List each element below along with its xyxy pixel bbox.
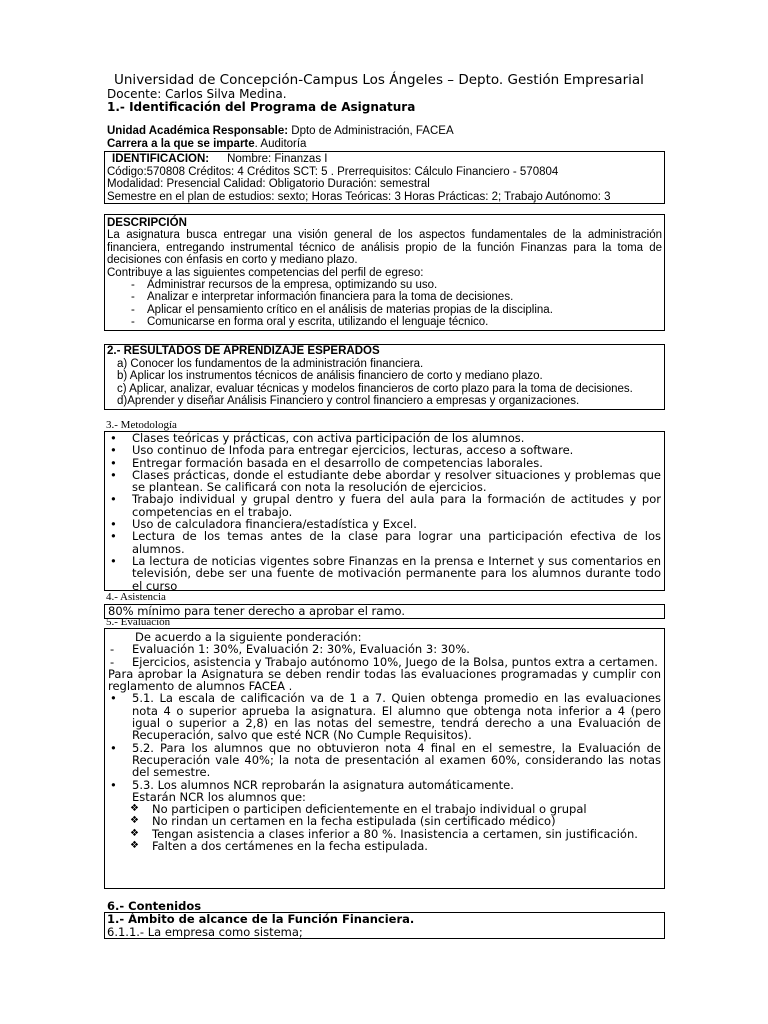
academic-unit-label: Unidad Académica Responsable: xyxy=(107,125,289,137)
attendance-title: 4.- Asistencia xyxy=(106,591,166,603)
competences-list xyxy=(107,279,662,329)
diamond-bullet-icon: ❖ xyxy=(130,803,139,815)
list-item: - Ejercicios, asistencia y Trabajo autónomo 10%, Juego de la Bolsa, puntos extra a certamen. xyxy=(110,654,658,669)
identification-line1 xyxy=(107,153,662,166)
identification-line3: Modalidad: Presencial Calidad: Obligatorio Duración: semestral xyxy=(107,178,430,191)
description-box xyxy=(104,214,665,331)
list-item: • Uso de calculadora financiera/estadística y Excel. xyxy=(110,517,417,532)
academic-unit xyxy=(107,125,454,137)
academic-unit-value: Dpto de Administración, FACEA xyxy=(288,125,454,137)
list-item: • 5.3. Los alumnos NCR reprobarán la asignatura automáticamente. xyxy=(110,777,514,792)
diamond-bullet-icon: ❖ xyxy=(130,815,139,827)
contents-item: 6.1.1.- La empresa como sistema; xyxy=(107,924,303,939)
list-item: ❖ Tengan asistencia a clases inferior a 80 %. Inasistencia a certamen, sin justificación. xyxy=(130,826,638,841)
list-item: • Clases teóricas y prácticas, con activa participación de los alumnos. xyxy=(110,431,525,445)
identification-line4: Semestre en el plan de estudios: sexto; Horas Teóricas: 3 Horas Prácticas: 2; Trabajo Autónomo: 3 xyxy=(107,190,611,203)
contents-title: 6.- Contenidos xyxy=(107,899,202,913)
methodology-box xyxy=(104,431,665,591)
list-item: - Evaluación 1: 30%, Evaluación 2: 30%, Evaluación 3: 30%. xyxy=(110,642,470,657)
learning-item-d: d)Aprender y diseñar Análisis Financiero y control financiero a empresas y organizaciones. xyxy=(117,395,580,408)
learning-item-c: c) Aplicar, analizar, evaluar técnicas y modelos financieros de corto plazo para la toma de decisiones. xyxy=(117,382,633,395)
contents-box xyxy=(104,912,665,939)
list-item: • 5.2. Para los alumnos que no obtuvieron nota 4 final en el semestre, la Evaluación de Recuperación vale 40%; la nota de presentación al examen 60%, considerando las notas del semestre. xyxy=(110,740,661,780)
list-item: • Entregar formación basada en el desarrollo de competencias laborales. xyxy=(110,455,543,470)
attendance-text: 80% mínimo para tener derecho a aprobar el ramo. xyxy=(108,604,406,618)
career-value: . Auditoría xyxy=(254,138,307,150)
ncr-list xyxy=(108,803,661,852)
evaluation-box xyxy=(104,628,665,889)
list-item: • Uso continuo de Infoda para entregar ejercicios, lecturas, acceso a software. xyxy=(110,443,574,458)
learning-title: 2.- RESULTADOS DE APRENDIZAJE ESPERADOS xyxy=(107,345,380,357)
ncr-intro: Estarán NCR los alumnos que: xyxy=(132,789,306,804)
evaluation-rules xyxy=(108,692,661,790)
contents-heading: 1.- Ámbito de alcance de la Función Financiera. xyxy=(107,912,415,926)
list-item: • La lectura de noticias vigentes sobre Finanzas en la prensa e Internet y sus comentarios en televisión, debe ser una fuente de motivación permanente para los alumnos durante todo el curso xyxy=(110,553,661,593)
university-title: Universidad de Concepción-Campus Los Ángeles – Depto. Gestión Empresarial xyxy=(114,72,644,88)
list-item: - Comunicarse en forma oral y escrita, utilizando el lenguaje técnico. xyxy=(131,316,489,329)
list-item: ❖ No participen o participen deficientemente en el trabajo individual o grupal xyxy=(130,802,587,817)
list-item: • Lectura de los temas antes de la clase para lograr una participación efectiva de los alumnos. xyxy=(110,529,661,556)
evaluation-title: 5.- Evaluación xyxy=(106,616,171,628)
teacher-line: Docente: Carlos Silva Medina. xyxy=(107,87,287,101)
description-title: DESCRIPCIÓN xyxy=(107,217,187,229)
learning-outcomes-box xyxy=(104,344,665,410)
list-item: - Analizar e interpretar información financiera para la toma de decisiones. xyxy=(131,291,514,304)
methodology-title: 3.- Metodología xyxy=(106,419,177,431)
diamond-bullet-icon: ❖ xyxy=(130,827,139,839)
section1-title: 1.- Identificación del Programa de Asignatura xyxy=(107,100,416,114)
evaluation-approve-text: Para aprobar la Asignatura se deben rendir todas las evaluaciones programadas y cumplir con reglamento de alumnos FACEA . xyxy=(108,666,661,694)
career-line xyxy=(107,138,306,150)
competences-intro: Contribuye a las siguientes competencias del perfil de egreso: xyxy=(107,266,424,279)
list-item: - Aplicar el pensamiento crítico en el análisis de materias propias de la disciplina. xyxy=(131,303,553,316)
learning-item-a: a) Conocer los fundamentos de la administración financiera. xyxy=(117,357,424,370)
list-item: • Trabajo individual y grupal dentro y fuera del aula para la formación de actitudes y por competencias en el trabajo. xyxy=(110,492,661,519)
evaluation-weights xyxy=(108,643,661,668)
methodology-list xyxy=(108,432,661,592)
evaluation-intro: De acuerdo a la siguiente ponderación: xyxy=(135,630,362,644)
identification-line2: Código:570808 Créditos: 4 Créditos SCT: 5 . Prerrequisitos: Cálculo Financiero - 570804 xyxy=(107,165,559,178)
list-item: • 5.1. La escala de calificación va de 1 a 7. Quien obtenga promedio en las evaluaciones nota 4 o superior aprueba la asignatura. El alumno que obtenga nota inferior a 4 (pero igual o superior a 2,8) en las notas del semestre, tendrá derecho a una Evaluación de Recuperación, salvo que esté NCR (No Cumple Requisitos). xyxy=(110,691,661,743)
course-name: Nombre: Finanzas I xyxy=(227,153,328,165)
description-paragraph: La asignatura busca entregar una visión general de los aspectos fundamentales de la administración financiera, entregando instrumental técnico de análisis propio de la función Finanzas para la toma de decisiones con énfasis en corto y mediano plazo. xyxy=(107,229,662,267)
identification-box xyxy=(104,151,665,204)
attendance-box xyxy=(104,604,665,619)
identification-label: IDENTIFICACION: xyxy=(112,153,210,165)
diamond-bullet-icon: ❖ xyxy=(130,840,139,852)
list-item: ❖ Falten a dos certámenes en la fecha estipulada. xyxy=(130,839,428,854)
list-item: • Clases prácticas, donde el estudiante debe abordar y resolver situaciones y problemas que se plantean. Se calificará con nota la resolución de ejercicios. xyxy=(110,467,661,495)
list-item: - Administrar recursos de la empresa, optimizando su uso. xyxy=(131,279,438,292)
career-label: Carrera a la que se imparte xyxy=(107,138,255,150)
list-item: ❖ No rindan un certamen en la fecha estipulada (sin certificado médico) xyxy=(130,814,556,829)
learning-item-b: b) Aplicar los instrumentos técnicos de análisis financiero de corto y mediano plazo. xyxy=(117,370,543,383)
